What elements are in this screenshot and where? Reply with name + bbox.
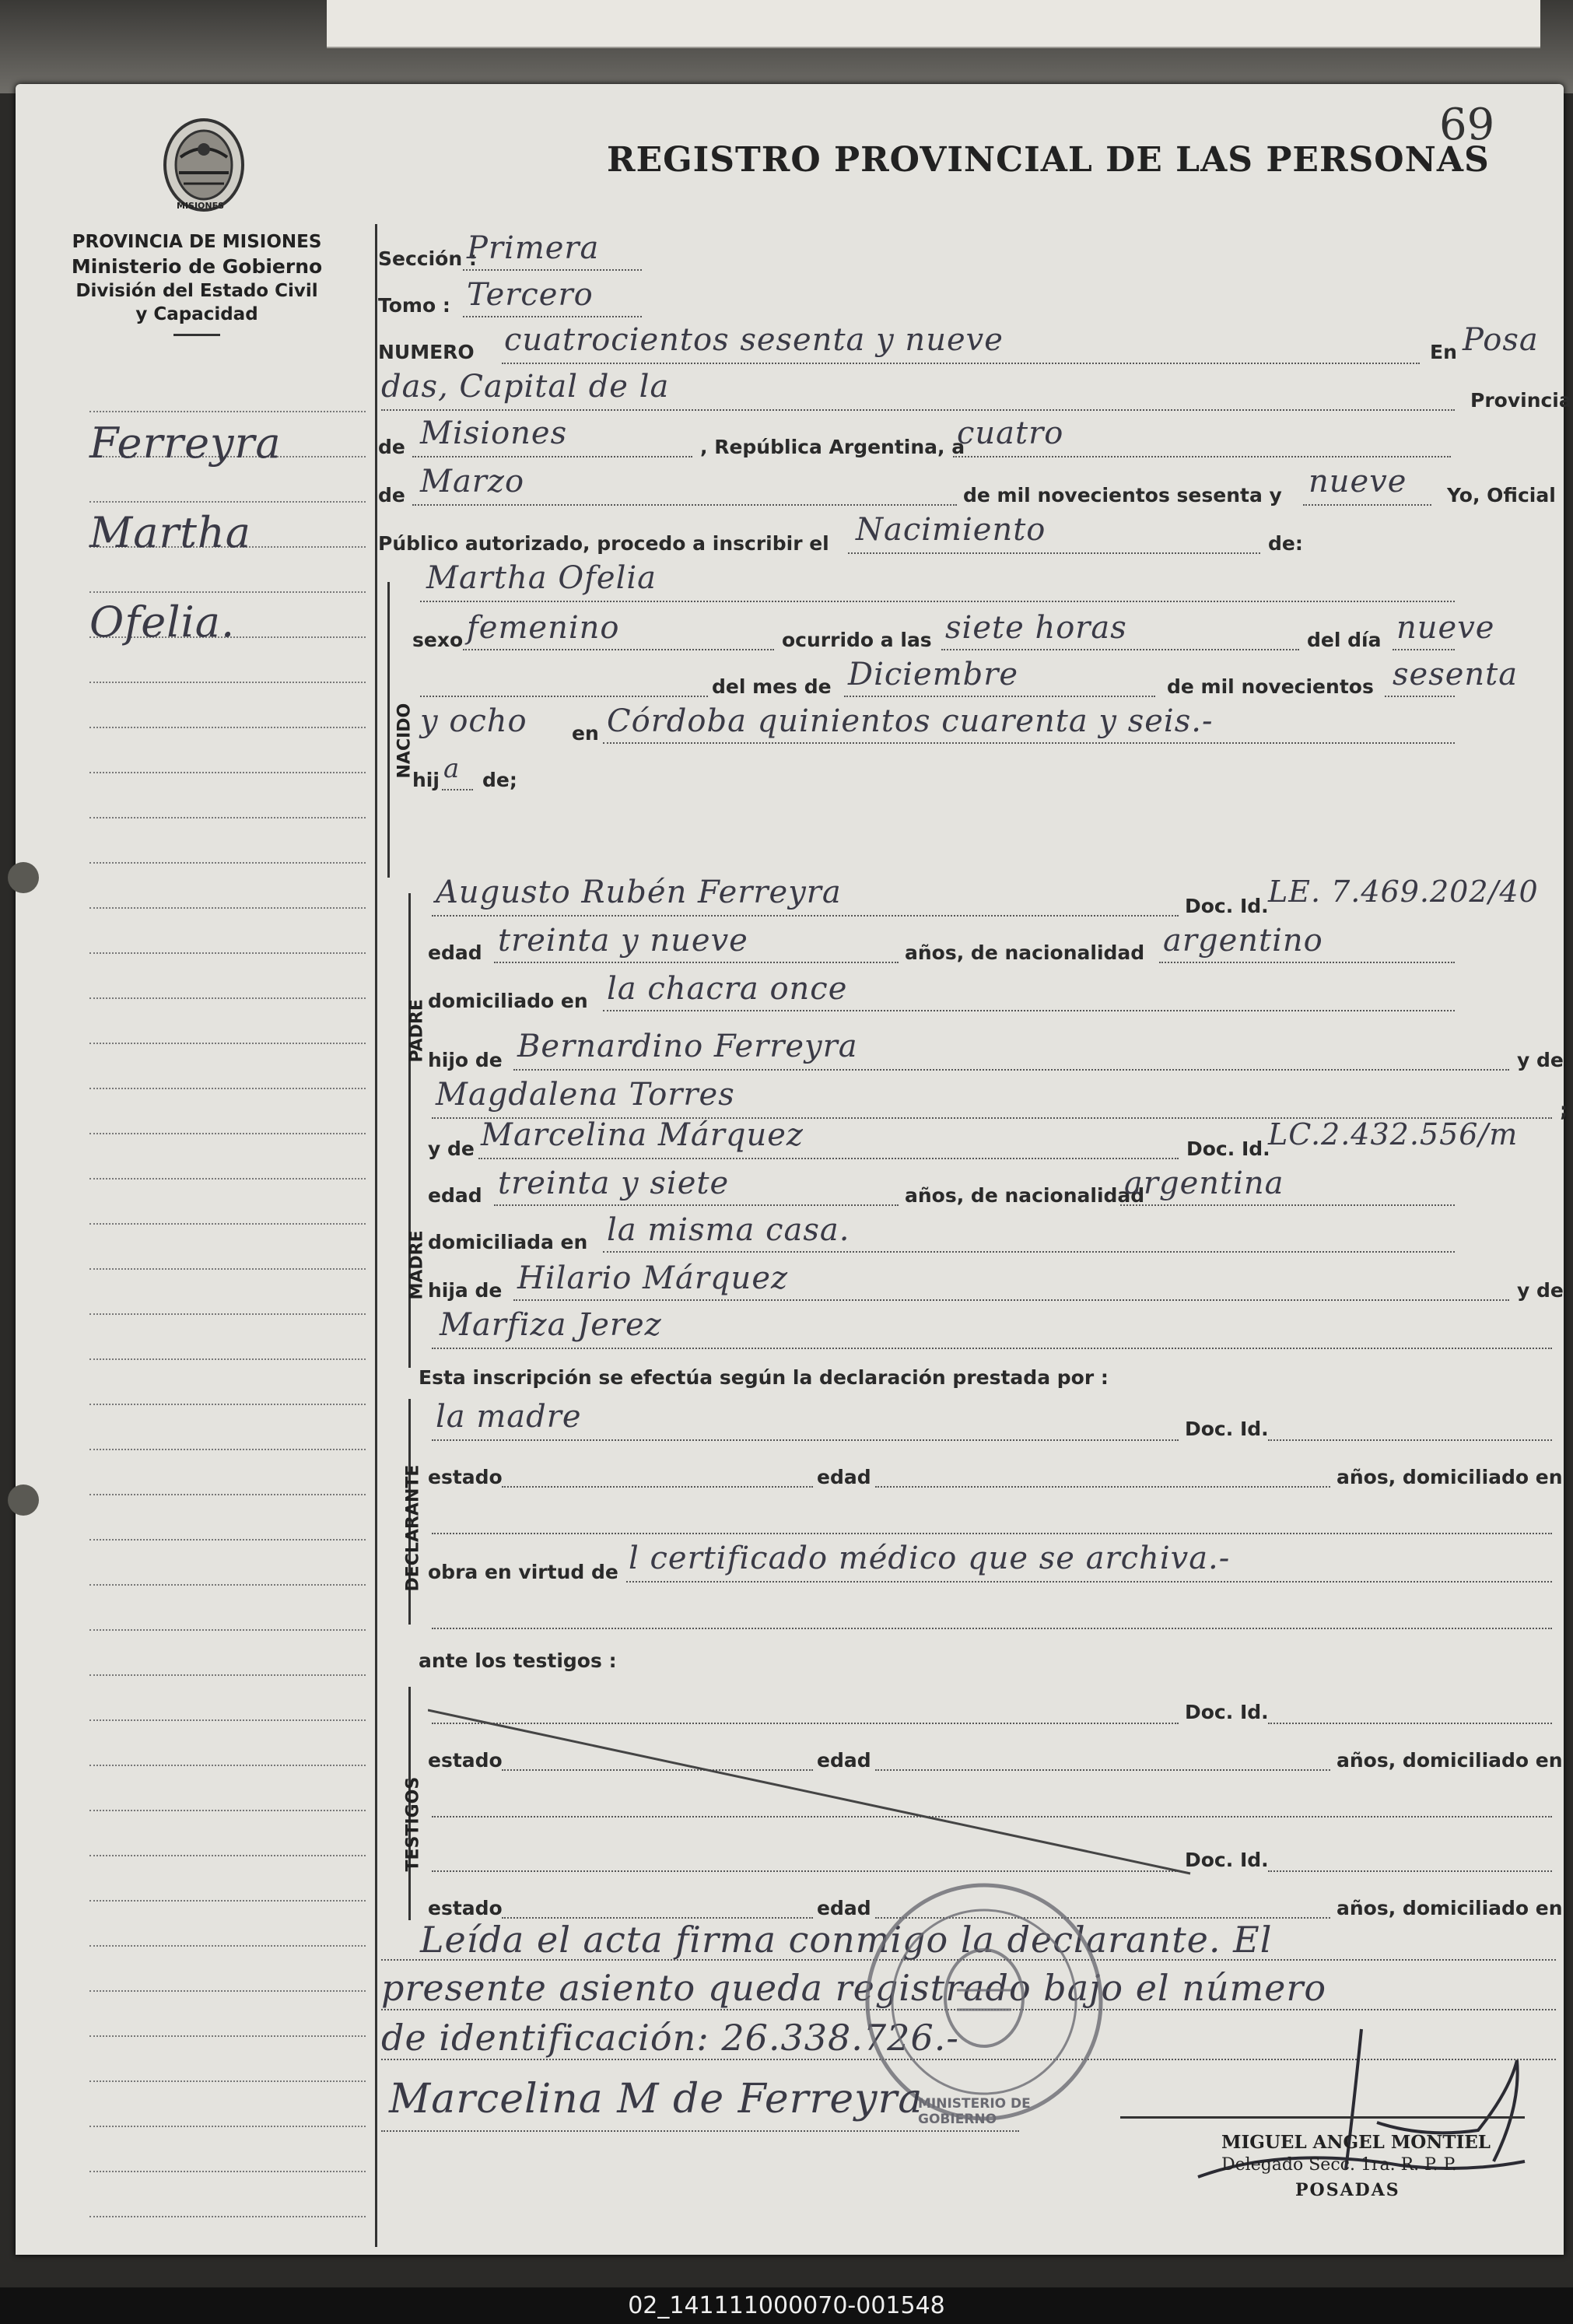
value-hij-letter: a — [443, 753, 461, 784]
label-domiciliado-padre: domiciliado en — [428, 990, 588, 1012]
section-madre: MADRE — [407, 1230, 427, 1300]
label-edad-declarante: edad — [817, 1466, 871, 1488]
section-testigos: TESTIGOS — [403, 1776, 423, 1872]
note-line-1: Leída el acta firma conmigo la declarante. El — [420, 1919, 1273, 1961]
value-nombre: Martha Ofelia — [426, 560, 657, 596]
section-padre: PADRE — [407, 999, 427, 1063]
label-mil-nov-2: de mil novecientos — [1167, 675, 1374, 698]
label-tomo: Tomo : — [378, 294, 450, 317]
label-en: En — [1430, 341, 1457, 363]
section-nacido: NACIDO — [394, 703, 415, 779]
value-mes-acta: Marzo — [420, 464, 525, 500]
value-madre-hija-de: Hilario Márquez — [517, 1260, 789, 1296]
value-anio-2: y ocho — [420, 703, 527, 739]
testigos-strikeout — [428, 1702, 1206, 1881]
value-tomo: Tercero — [467, 277, 594, 313]
signature-line — [1120, 2116, 1525, 2119]
binding-hole — [8, 1484, 39, 1516]
label-del-dia: del día — [1307, 629, 1382, 651]
label-ocurrido: ocurrido a las — [782, 629, 932, 651]
value-mes: Diciembre — [848, 657, 1019, 692]
label-domiciliado-testigo-2: años, domiciliado en — [1337, 1897, 1563, 1919]
value-padre-edad: treinta y nueve — [498, 923, 748, 959]
value-padre-nac: argentino — [1163, 923, 1323, 959]
value-ciudad: das, Capital de la — [381, 369, 670, 405]
value-madre-madre: Marfiza Jerez — [440, 1307, 662, 1343]
value-obra: l certificado médico que se archiva.- — [629, 1541, 1231, 1576]
label-numero: NUMERO — [378, 341, 475, 363]
value-padre-hijo-de: Bernardino Ferreyra — [517, 1029, 858, 1064]
margin-middle-name: Ofelia. — [89, 598, 236, 647]
value-madre-nac: argentina — [1124, 1166, 1284, 1201]
value-madre-nombre: Marcelina Márquez — [481, 1117, 804, 1153]
value-padre-nombre: Augusto Rubén Ferreyra — [436, 875, 842, 910]
value-seccion: Primera — [467, 230, 600, 266]
label-de-colon: de: — [1268, 532, 1303, 555]
issuer-block — [53, 232, 341, 336]
label-doc-id-testigo-2: Doc. Id. — [1185, 1849, 1269, 1871]
label-mil-novecientos: de mil novecientos sesenta y — [963, 484, 1282, 507]
value-padre-doc: LE. 7.469.202/40 — [1268, 875, 1539, 909]
page-title: REGISTRO PROVINCIAL DE LAS PERSONAS — [607, 140, 1490, 180]
seal-label: MISIONES — [177, 201, 225, 211]
stamp-text: MINISTERIO DE GOBIERNO — [918, 2096, 1031, 2127]
label-domiciliada-madre: domiciliada en — [428, 1231, 588, 1253]
value-declarante: la madre — [436, 1399, 582, 1435]
label-doc-id-declarante: Doc. Id. — [1185, 1418, 1269, 1440]
label-hij: hij — [412, 769, 440, 791]
label-hija-de: hija de — [428, 1279, 503, 1302]
label-en-2: en — [572, 722, 599, 745]
background-sheet — [327, 0, 1540, 48]
label-publico: Público autorizado, procedo a inscribir el — [378, 532, 829, 555]
value-sexo: femenino — [467, 610, 620, 646]
oficial-cargo: Delegado Secc. 1ra. R. P. P. — [1221, 2155, 1457, 2175]
label-nacionalidad-madre: años, de nacionalidad — [905, 1184, 1145, 1207]
label-seccion: Sección : — [378, 247, 477, 270]
value-padre-madre: Magdalena Torres — [436, 1077, 735, 1113]
value-dia-acta: cuatro — [957, 415, 1064, 451]
value-madre-doc: LC.2.432.556/m — [1268, 1117, 1519, 1151]
value-provincia: Misiones — [420, 415, 568, 451]
label-ante-testigos: ante los testigos : — [419, 1649, 617, 1672]
value-tipo: Nacimiento — [856, 512, 1046, 548]
label-estado-declarante: estado — [428, 1466, 503, 1488]
label-edad-testigo-2: edad — [817, 1897, 871, 1919]
label-edad-padre: edad — [428, 941, 482, 964]
label-inscripcion: Esta inscripción se efectúa según la declaración prestada por : — [419, 1366, 1109, 1389]
value-dia: nueve — [1396, 610, 1495, 646]
coat-of-arms-seal — [157, 117, 250, 219]
value-hora: siete horas — [945, 610, 1127, 646]
margin-first-name: Martha — [89, 508, 251, 557]
label-hijo-de: hijo de — [428, 1049, 503, 1071]
value-anio-acta: nueve — [1308, 464, 1407, 500]
label-y-de-madre-2: y de — [1517, 1279, 1564, 1302]
page-number: 69 — [1439, 100, 1495, 150]
label-del-mes: del mes de — [712, 675, 832, 698]
label-domiciliado-declarante: años, domiciliado en — [1337, 1466, 1563, 1488]
issuer-province: PROVINCIA DE MISIONES — [72, 232, 322, 252]
margin-surname: Ferreyra — [89, 419, 282, 468]
value-anio-1: sesenta — [1393, 657, 1519, 692]
label-domiciliado-testigo-1: años, domiciliado en — [1337, 1749, 1563, 1772]
section-declarante: DECLARANTE — [403, 1464, 423, 1592]
signature-declarante: Marcelina M de Ferreyra — [389, 2076, 923, 2122]
label-hij-de: de; — [482, 769, 517, 791]
label-edad-madre: edad — [428, 1184, 482, 1207]
label-obra: obra en virtud de — [428, 1561, 618, 1583]
issuer-ministry: Ministerio de Gobierno — [71, 255, 323, 278]
value-lugar: Córdoba quinientos cuarenta y seis.- — [607, 703, 1214, 739]
label-y-de-padre: y de — [1517, 1049, 1564, 1071]
label-de-2: de — [378, 484, 405, 507]
label-yo-oficial: Yo, Oficial — [1447, 484, 1556, 507]
value-en: Posa — [1463, 322, 1539, 358]
issuer-rule — [173, 334, 220, 336]
label-de: de — [378, 436, 405, 458]
label-doc-id-padre: Doc. Id. — [1185, 895, 1269, 917]
value-padre-dom: la chacra once — [607, 971, 848, 1007]
nacido-bracket — [387, 582, 390, 878]
label-edad-testigo-1: edad — [817, 1749, 871, 1772]
label-nacionalidad-padre: años, de nacionalidad — [905, 941, 1145, 964]
label-estado-testigo-1: estado — [428, 1749, 503, 1772]
label-provincia: Provincia — [1470, 389, 1572, 412]
note-line-3: de identificación: 26.338.726.- — [381, 2017, 959, 2059]
label-doc-id-testigo-1: Doc. Id. — [1185, 1701, 1269, 1723]
file-id-footer: 02_141111000070-001548 — [0, 2287, 1573, 2324]
label-y-de-madre: y de — [428, 1137, 475, 1160]
label-semicolon: ; — [1560, 1099, 1568, 1121]
oficial-name: MIGUEL ANGEL MONTIEL — [1221, 2132, 1491, 2153]
label-republica: , República Argentina, a — [700, 436, 965, 458]
note-line-2: presente asiento queda registrado bajo el número — [381, 1967, 1327, 2009]
oficial-city: POSADAS — [1295, 2180, 1400, 2200]
document-page — [16, 84, 1572, 2255]
issuer-division: División del Estado Civil — [75, 281, 318, 301]
label-sexo: sexo — [412, 629, 464, 651]
value-madre-edad: treinta y siete — [498, 1166, 730, 1201]
label-doc-id-madre: Doc. Id. — [1186, 1137, 1270, 1160]
binding-hole — [8, 862, 39, 893]
value-madre-dom: la misma casa. — [607, 1212, 850, 1248]
margin-divider — [375, 224, 377, 2247]
issuer-capacity: y Capacidad — [135, 304, 258, 324]
value-numero: cuatrocientos sesenta y nueve — [504, 322, 1004, 358]
label-estado-testigo-2: estado — [428, 1897, 503, 1919]
